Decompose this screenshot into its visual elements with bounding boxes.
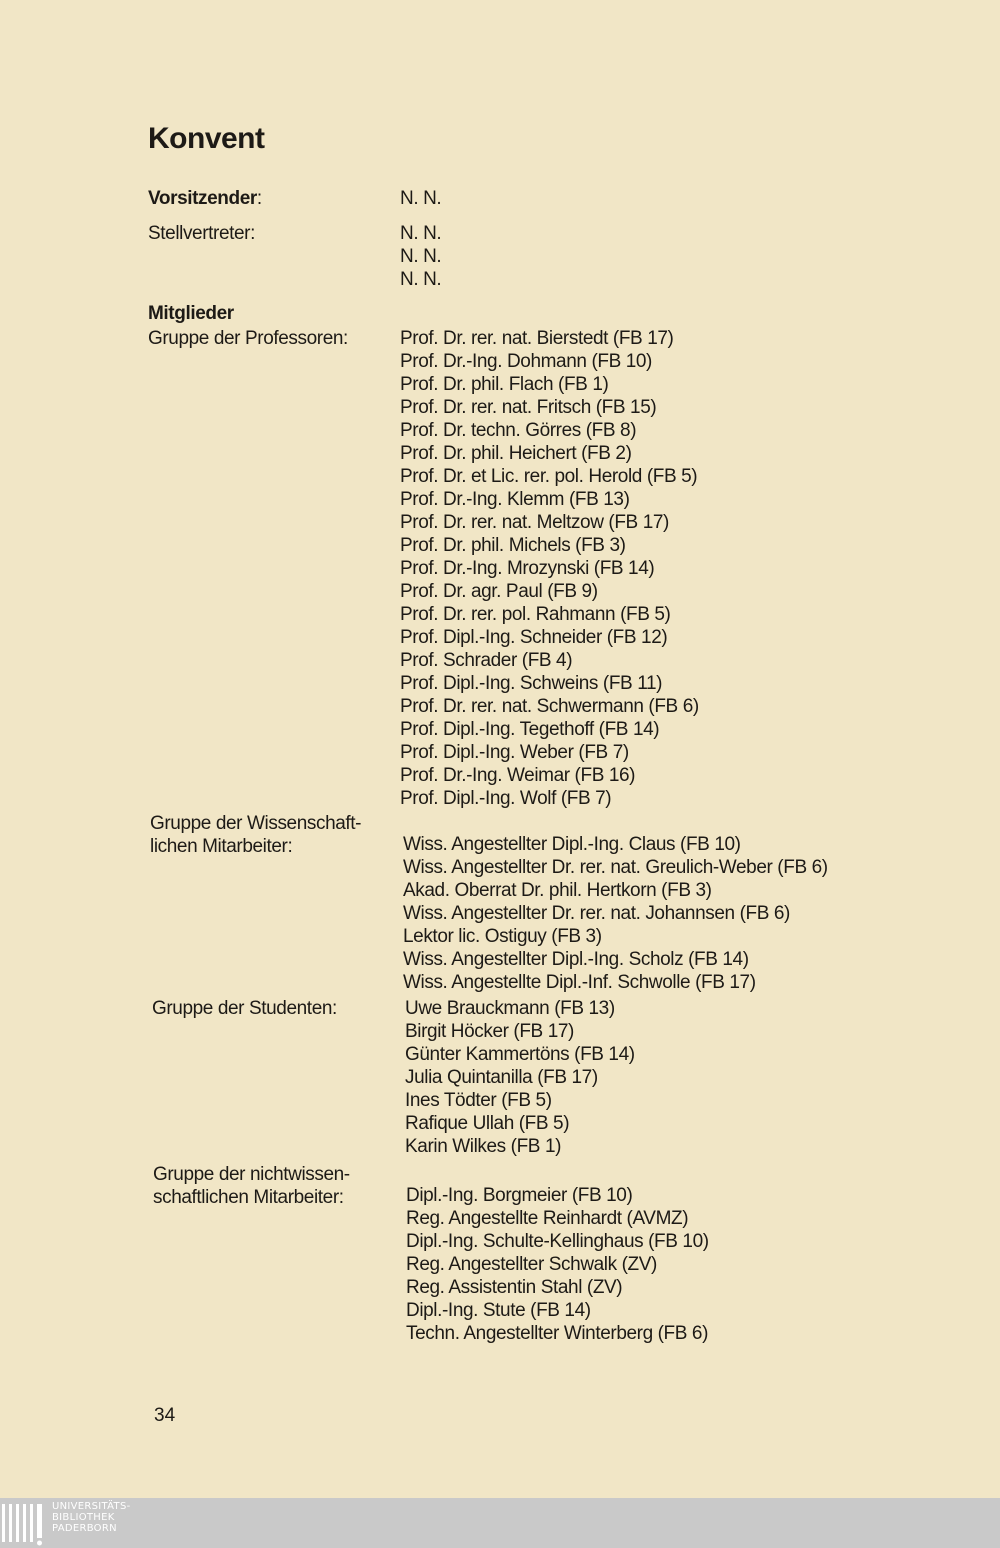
- member-item: Akad. Oberrat Dr. phil. Hertkorn (FB 3): [403, 880, 712, 901]
- group-label: [150, 812, 400, 858]
- deputy-value: N. N.: [400, 269, 442, 290]
- group-label-line: Gruppe der nichtwissen-: [153, 1164, 350, 1185]
- member-item: Uwe Brauckmann (FB 13): [405, 998, 615, 1019]
- member-item: Karin Wilkes (FB 1): [405, 1136, 562, 1157]
- chair-label: [148, 187, 398, 210]
- member-item: Techn. Angestellter Winterberg (FB 6): [406, 1323, 709, 1344]
- chair-label-text: Vorsitzender: [148, 188, 257, 209]
- group-label: Gruppe der Studenten:: [152, 998, 337, 1019]
- member-item: Günter Kammertöns (FB 14): [405, 1044, 635, 1065]
- member-item: Dipl.-Ing. Schulte-Kellinghaus (FB 10): [406, 1231, 709, 1252]
- deputy-values: [400, 222, 960, 291]
- member-item: Prof. Dr. techn. Görres (FB 8): [400, 420, 637, 441]
- member-item: Wiss. Angestellter Dipl.-Ing. Claus (FB 10): [403, 834, 741, 855]
- member-item: Wiss. Angestellter Dr. rer. nat. Greulich-Weber (FB 6): [403, 857, 828, 878]
- member-item: Prof. Dr.-Ing. Klemm (FB 13): [400, 489, 630, 510]
- member-item: Prof. Dr.-Ing. Dohmann (FB 10): [400, 351, 652, 372]
- group-members: [403, 833, 963, 994]
- member-item: Prof. Dr. phil. Michels (FB 3): [400, 535, 626, 556]
- member-item: Prof. Dipl.-Ing. Schweins (FB 11): [400, 673, 663, 694]
- page-title: Konvent: [148, 122, 265, 155]
- member-item: Prof. Dr. rer. nat. Fritsch (FB 15): [400, 397, 657, 418]
- chair-values: [400, 187, 960, 210]
- member-item: Birgit Höcker (FB 17): [405, 1021, 574, 1042]
- library-name-line: PADERBORN: [52, 1523, 117, 1534]
- library-name: [52, 1501, 131, 1534]
- library-logo-icon: [0, 1498, 46, 1548]
- member-item: Prof. Dr.-Ing. Mrozynski (FB 14): [400, 558, 655, 579]
- member-item: Prof. Dr.-Ing. Weimar (FB 16): [400, 765, 636, 786]
- member-item: Prof. Dr. rer. pol. Rahmann (FB 5): [400, 604, 671, 625]
- member-item: Prof. Dipl.-Ing. Schneider (FB 12): [400, 627, 668, 648]
- member-item: Wiss. Angestellter Dr. rer. nat. Johannsen (FB 6): [403, 903, 790, 924]
- member-item: Prof. Schrader (FB 4): [400, 650, 573, 671]
- library-name-line: UNIVERSITÄTS-: [52, 1501, 131, 1512]
- deputy-value: N. N.: [400, 246, 442, 267]
- member-item: Ines Tödter (FB 5): [405, 1090, 552, 1111]
- member-item: Prof. Dr. rer. nat. Schwermann (FB 6): [400, 696, 699, 717]
- member-item: Prof. Dr. agr. Paul (FB 9): [400, 581, 598, 602]
- member-item: Dipl.-Ing. Borgmeier (FB 10): [406, 1185, 633, 1206]
- chair-label-colon: :: [256, 188, 262, 209]
- group-label: Gruppe der Professoren:: [148, 328, 348, 349]
- member-item: Prof. Dr. phil. Heichert (FB 2): [400, 443, 632, 464]
- member-item: Wiss. Angestellter Dipl.-Ing. Scholz (FB 14): [403, 949, 749, 970]
- member-item: Dipl.-Ing. Stute (FB 14): [406, 1300, 591, 1321]
- member-item: Julia Quintanilla (FB 17): [405, 1067, 598, 1088]
- member-item: Prof. Dr. rer. nat. Bierstedt (FB 17): [400, 328, 674, 349]
- library-name-line: BIBLIOTHEK: [52, 1512, 115, 1523]
- member-item: Prof. Dr. et Lic. rer. pol. Herold (FB 5): [400, 466, 698, 487]
- member-item: Prof. Dipl.-Ing. Weber (FB 7): [400, 742, 629, 763]
- library-footer: [0, 1498, 1000, 1548]
- chair-value: N. N.: [400, 188, 442, 209]
- group-label: [153, 1163, 403, 1209]
- member-item: Lektor lic. Ostiguy (FB 3): [403, 926, 602, 947]
- deputy-value: N. N.: [400, 223, 442, 244]
- member-item: Wiss. Angestellte Dipl.-Inf. Schwolle (FB 17): [403, 972, 756, 993]
- member-item: Prof. Dr. phil. Flach (FB 1): [400, 374, 609, 395]
- member-item: Reg. Assistentin Stahl (ZV): [406, 1277, 623, 1298]
- deputy-label: Stellvertreter:: [148, 223, 255, 244]
- member-item: Prof. Dipl.-Ing. Wolf (FB 7): [400, 788, 612, 809]
- member-item: Prof. Dipl.-Ing. Tegethoff (FB 14): [400, 719, 660, 740]
- member-item: Prof. Dr. rer. nat. Meltzow (FB 17): [400, 512, 669, 533]
- page-number: 34: [154, 1405, 176, 1426]
- member-item: Rafique Ullah (FB 5): [405, 1113, 570, 1134]
- group-members: [400, 327, 960, 810]
- group-members: [406, 1184, 966, 1345]
- group-members: [405, 997, 965, 1158]
- member-item: Reg. Angestellter Schwalk (ZV): [406, 1254, 657, 1275]
- group-label-line: schaftlichen Mitarbeiter:: [153, 1187, 344, 1208]
- member-item: Reg. Angestellte Reinhardt (AVMZ): [406, 1208, 689, 1229]
- members-heading: Mitglieder: [148, 303, 234, 324]
- group-label-line: Gruppe der Wissenschaft-: [150, 813, 362, 834]
- group-label-line: lichen Mitarbeiter:: [150, 836, 293, 857]
